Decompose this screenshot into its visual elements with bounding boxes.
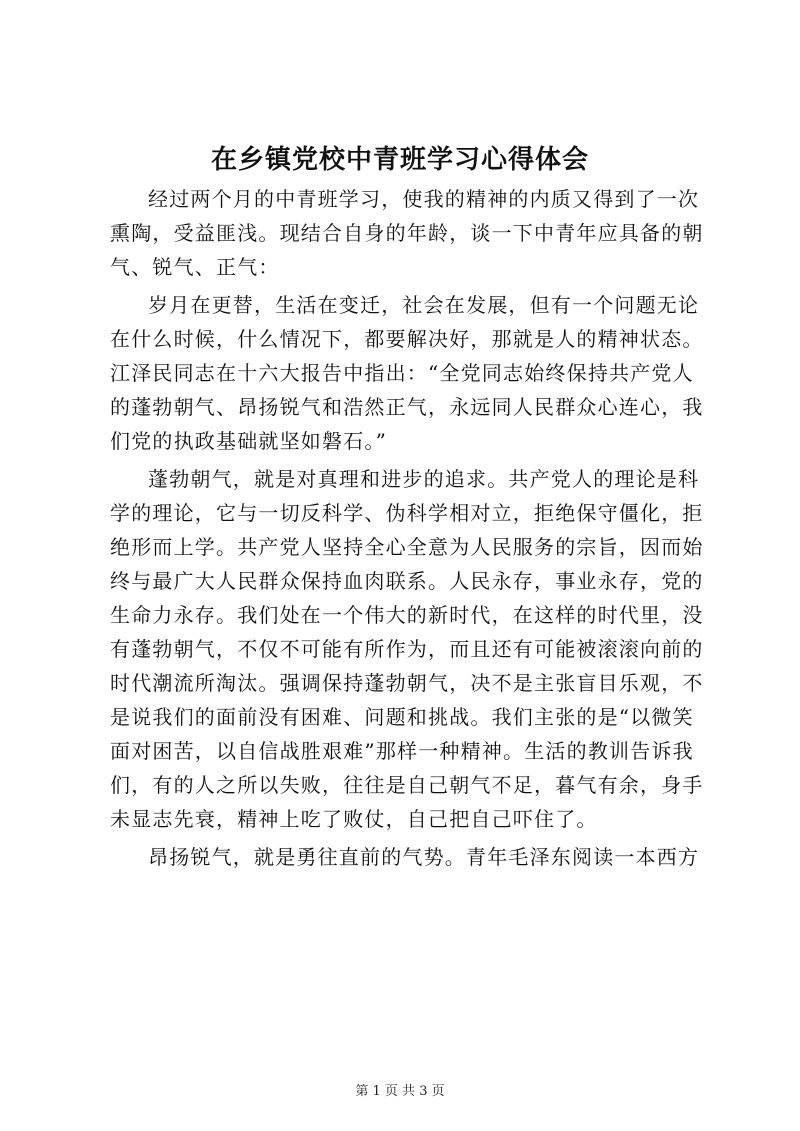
paragraph-4-line-1: 昂扬锐气，就是勇往直前的气势。青年毛泽东阅读一本西方: [148, 845, 700, 869]
paragraph-2-line-2: 在什么时候，什么情况下，都要解决好，那就是人的精神状态。: [110, 327, 704, 351]
paragraph-3-line-8: 是说我们的面前没有困难、问题和挑战。我们主张的是“以微笑: [110, 705, 694, 729]
paragraph-1-line-2: 熏陶，受益匪浅。现结合自身的年龄，谈一下中青年应具备的朝: [110, 221, 704, 245]
paragraph-3-line-6: 有蓬勃朝气，不仅不可能有所作为，而且还有可能被滚滚向前的: [110, 637, 704, 661]
page-footer: 第 1 页 共 3 页: [355, 1084, 445, 1099]
paragraph-3-line-9: 面对困苦，以自信战胜艰难”那样一种精神。生活的教训告诉我: [110, 739, 694, 763]
paragraph-1-line-1: 经过两个月的中青班学习，使我的精神的内质又得到了一次: [148, 187, 700, 211]
paragraph-3-line-1: 蓬勃朝气，就是对真理和进步的追求。共产党人的理论是科: [148, 467, 700, 491]
paragraph-3-line-7: 时代潮流所淘汰。强调保持蓬勃朝气，决不是主张盲目乐观，不: [110, 671, 704, 695]
paragraph-2-line-1: 岁月在更替，生活在变迁，社会在发展，但有一个问题无论: [148, 293, 700, 317]
paragraph-2-line-3: 江泽民同志在十六大报告中指出：“全党同志始终保持共产党人: [110, 361, 694, 385]
paragraph-2-line-5: 们党的执政基础就坚如磐石。”: [110, 429, 388, 453]
paragraph-3-line-2: 学的理论，它与一切反科学、伪科学相对立，拒绝保守僵化，拒: [110, 501, 704, 525]
paragraph-2-line-4: 的蓬勃朝气、昂扬锐气和浩然正气，永远同人民群众心连心，我: [110, 395, 704, 419]
paragraph-1-line-3: 气、锐气、正气：: [110, 255, 280, 279]
paragraph-3-line-10: 们，有的人之所以失败，往往是自己朝气不足，暮气有余，身手: [110, 773, 704, 797]
paragraph-3-line-5: 生命力永存。我们处在一个伟大的新时代，在这样的时代里，没: [110, 603, 704, 627]
paragraph-3-line-11: 未显志先衰，精神上吃了败仗，自己把自己吓住了。: [110, 807, 598, 831]
paragraph-3-line-3: 绝形而上学。共产党人坚持全心全意为人民服务的宗旨，因而始: [110, 535, 704, 559]
paragraph-3-line-4: 终与最广大人民群众保持血肉联系。人民永存，事业永存，党的: [110, 569, 704, 593]
document-body: [110, 182, 710, 874]
document-title: 在乡镇党校中青班学习心得体会: [210, 145, 589, 175]
